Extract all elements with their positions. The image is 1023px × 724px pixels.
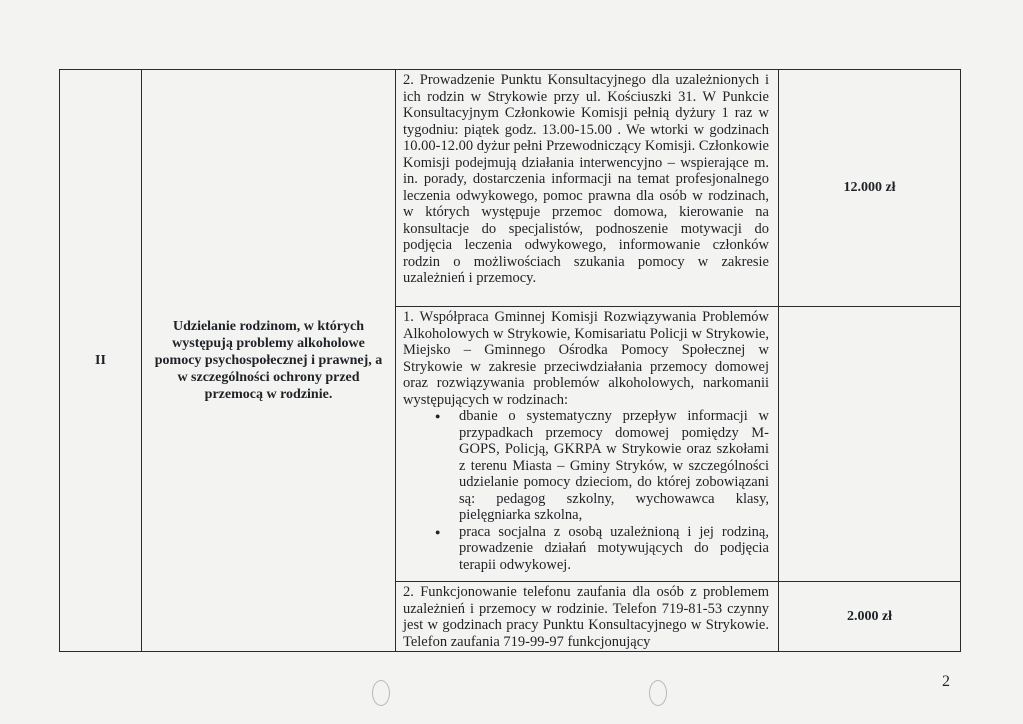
program-table	[59, 69, 961, 652]
punch-hole	[649, 680, 667, 706]
description-text	[403, 309, 769, 408]
task-description: Udzielanie rodzinom, w których występują problemy alkoholowe pomocy psychospołecznej i prawnej, a w szczególności ochrony przed przemocą w rodzinie.	[154, 319, 383, 402]
item-number: 2.	[403, 72, 414, 88]
item-text: Prowadzenie Punktu Konsultacyjnego dla uzależnionych i ich rodzin w Strykowie przy ul. Kościuszki 31. W Punkcie Konsultacyjnym Członkowie Komisji pełnią dyżury 1 raz w tygodniu: piątek godz. 13.00-15.00 . We wtorki w godzinach 10.00-12.00 dyżur pełni Przewodniczący Komisji. Członkowie Komisji podejmują działania interwencyjno – wspierające m. in. porady, dostarczenia informacji na temat profesjonalnego leczenia odwykowego, pomoc prawna dla osób w rodzinach, w których występuje przemoc domowa, kierowanie na konsultacje do specjalistów, podnoszenie motywacji do podjęcia leczenia odwykowego, informowanie członków rodzin o możliwościach szukania pomocy w zakresie uzależnień i przemocy.	[403, 72, 770, 286]
cost-value: 12.000 zł	[843, 180, 896, 195]
description-text	[403, 584, 769, 650]
item-text: Współpraca Gminnej Komisji Rozwiązywania Problemów Alkoholowych w Strykowie, Komisariatu Policji w Strykowie, Miejsko – Gminnego Ośrodka Pomocy Społecznej w Strykowie w zakresie przeciwdziałania przemocy domowej oraz rozwiązywania problemów alkoholowych, narkomanii występujących w rodzinach:	[403, 309, 769, 408]
item-number: 2.	[403, 584, 414, 600]
bullet-list	[403, 408, 769, 573]
row-number: II	[95, 352, 106, 368]
list-item: ● praca socjalna z osobą uzależnioną i jej rodziną, prowadzenie działań motywujących do podjęcia terapii odwykowej.	[459, 524, 769, 574]
item-text: Funkcjonowanie telefonu zaufania dla osób z problemem uzależnień i przemocy w rodzinie. Telefon 719-81-53 czynny jest w godzinach pracy Punktu Konsultacyjnego w Strykowie. Telefon zaufania 719-99-97 funkcjonujący	[403, 584, 769, 650]
cost-cell	[779, 307, 961, 582]
list-item: ● dbanie o systematyczny przepływ informacji w przypadkach przemocy domowej pomiędzy M-GOPS, Policją, GKRPA w Strykowie oraz szkołami z terenu Miasta – Gminy Stryków, w szczególności udzielanie pomocy dzieciom, do której zobowiązani są: pedagog szkolny, wychowawca klasy, pielęgniarka szkolna,	[459, 408, 769, 524]
page-number: 2	[942, 673, 950, 690]
description-text	[403, 72, 769, 287]
cost-cell	[779, 582, 961, 652]
task-cell	[142, 70, 396, 652]
description-cell	[396, 582, 779, 652]
description-cell	[396, 307, 779, 582]
cost-value: 2.000 zł	[846, 608, 893, 624]
item-number: 1.	[403, 309, 414, 325]
punch-hole	[372, 680, 390, 706]
description-cell	[396, 70, 779, 307]
table-row	[60, 70, 961, 307]
row-number-cell	[60, 70, 142, 652]
cost-cell	[779, 70, 961, 307]
